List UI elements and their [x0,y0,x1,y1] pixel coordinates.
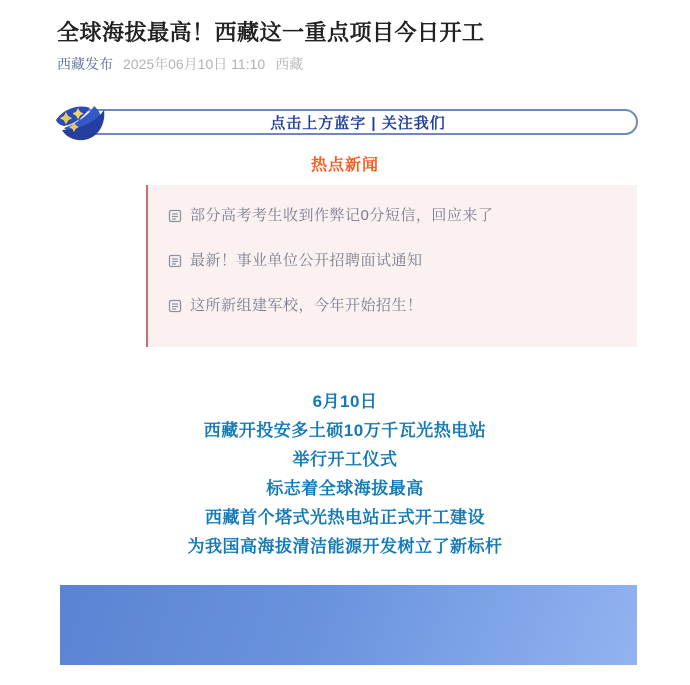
follow-us-pill-button[interactable] [78,109,638,135]
highlight-line: 西藏开投安多土硕10万千瓦光热电站 [203,421,487,440]
highlight-paragraph [0,387,690,561]
hot-news-item[interactable] [168,297,627,314]
follow-us-label: 点击上方蓝字 | 关注我们 [270,114,446,132]
follow-banner[interactable] [0,109,690,137]
account-leaf-logo-icon [50,100,112,146]
hot-news-item-text: 部分高考考生收到作弊记0分短信，回应来了 [190,207,494,224]
byline [57,55,633,73]
news-doc-icon [168,299,182,313]
account-name-link[interactable]: 西藏发布 [57,56,113,72]
sky-photo [60,585,637,665]
hot-news-box [146,185,637,347]
highlight-line: 举行开工仪式 [292,450,398,469]
highlight-line: 6月10日 [312,392,378,411]
highlight-line: 西藏首个塔式光热电站正式开工建设 [205,508,485,527]
news-doc-icon [168,209,182,223]
publish-location: 西藏 [275,56,304,72]
article-title: 全球海拔最高！西藏这一重点项目今日开工 [57,20,485,45]
hot-news-heading: 热点新闻 [310,157,379,174]
hot-news-item-text: 这所新组建军校，今年开始招生！ [190,297,423,314]
publish-date: 2025年06月10日 11:10 [123,56,266,72]
hot-news-item[interactable] [168,252,627,269]
highlight-line: 为我国高海拔清洁能源开发树立了新标杆 [187,537,503,556]
hot-news-item[interactable] [168,207,627,224]
highlight-line: 标志着全球海拔最高 [266,479,424,498]
news-doc-icon [168,254,182,268]
hot-news-item-text: 最新！事业单位公开招聘面试通知 [190,252,423,269]
